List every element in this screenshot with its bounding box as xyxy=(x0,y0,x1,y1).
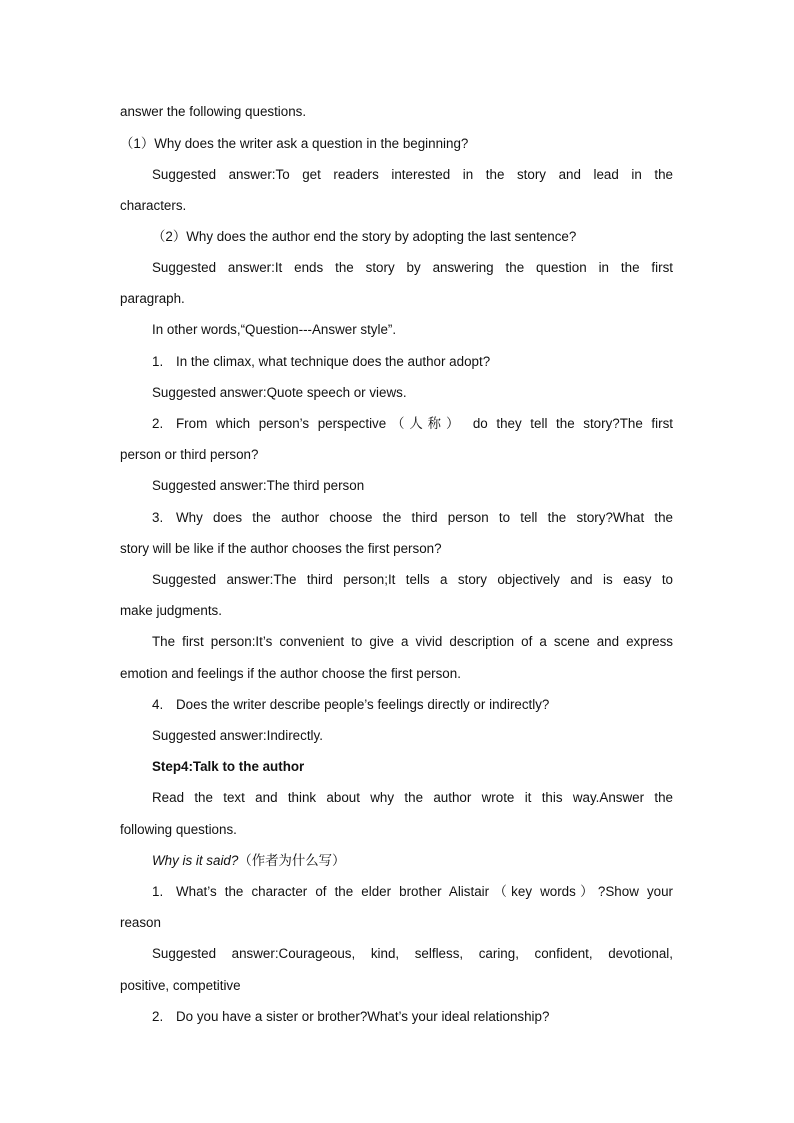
item-text: Does the writer describe people’s feelings directly or indirectly? xyxy=(176,697,550,712)
instruction-line-2: following questions. xyxy=(120,822,237,837)
step-heading: Step4:Talk to the author xyxy=(152,759,305,774)
answer-item-4: Suggested answer:Indirectly. xyxy=(152,728,323,743)
item-number: 4. xyxy=(152,697,164,712)
why-said-chinese: （作者为什么写） xyxy=(238,854,346,869)
talk-item-2 xyxy=(152,1008,549,1026)
intro-line: answer the following questions. xyxy=(120,104,307,119)
item-text: Why does the author choose the third person to tell the story?What the xyxy=(176,510,673,525)
first-person-line-2: emotion and feelings if the author choose the first person. xyxy=(120,666,461,681)
why-said-line xyxy=(152,852,345,871)
talk-item-1-line-1 xyxy=(152,883,673,901)
answer-item-3-line-2: make judgments. xyxy=(120,603,222,618)
answer-1-line-2: characters. xyxy=(120,198,187,213)
item-3-line-2: story will be like if the author chooses the first person? xyxy=(120,541,442,556)
item-number: 3. xyxy=(152,510,164,525)
answer-2-line-2: paragraph. xyxy=(120,291,185,306)
item-text: Do you have a sister or brother?What’s your ideal relationship? xyxy=(176,1009,550,1024)
answer-2-line-1: Suggested answer:It ends the story by answering the question in the first xyxy=(152,260,673,275)
answer-item-1: Suggested answer:Quote speech or views. xyxy=(152,385,407,400)
other-words-line: In other words,“Question---Answer style”. xyxy=(152,322,397,337)
item-4 xyxy=(152,696,549,714)
first-person-line-1: The first person:It’s convenient to give a vivid description of a scene and express xyxy=(152,634,673,649)
talk-answer-1-line-1: Suggested answer:Courageous, kind, selfless, caring, confident, devotional, xyxy=(152,946,673,961)
item-3-line-1 xyxy=(152,509,673,527)
answer-item-3-line-1: Suggested answer:The third person;It tells a story objectively and is easy to xyxy=(152,572,673,587)
item-number: 1. xyxy=(152,884,164,899)
item-2-line-1 xyxy=(152,415,673,433)
item-number: 2. xyxy=(152,1009,164,1024)
item-text: In the climax, what technique does the author adopt? xyxy=(176,354,491,369)
item-number: 2. xyxy=(152,416,164,431)
answer-item-2: Suggested answer:The third person xyxy=(152,478,365,493)
item-text: What’s the character of the elder brother Alistair（key words）?Show your xyxy=(176,884,673,899)
item-2-line-2: person or third person? xyxy=(120,447,259,462)
item-number: 1. xyxy=(152,354,164,369)
why-said-italic: Why is it said? xyxy=(152,853,239,868)
item-1 xyxy=(152,353,490,371)
instruction-line-1: Read the text and think about why the author wrote it this way.Answer the xyxy=(152,790,673,805)
talk-item-1-line-2: reason xyxy=(120,915,161,930)
question-2: （2）Why does the author end the story by adopting the last sentence? xyxy=(152,229,577,244)
question-1: （1）Why does the writer ask a question in the beginning? xyxy=(120,136,469,151)
item-text: From which person’s perspective（人称） do they tell the story?The first xyxy=(176,416,673,431)
talk-answer-1-line-2: positive, competitive xyxy=(120,978,241,993)
answer-1-line-1: Suggested answer:To get readers interested in the story and lead in the xyxy=(152,167,673,182)
